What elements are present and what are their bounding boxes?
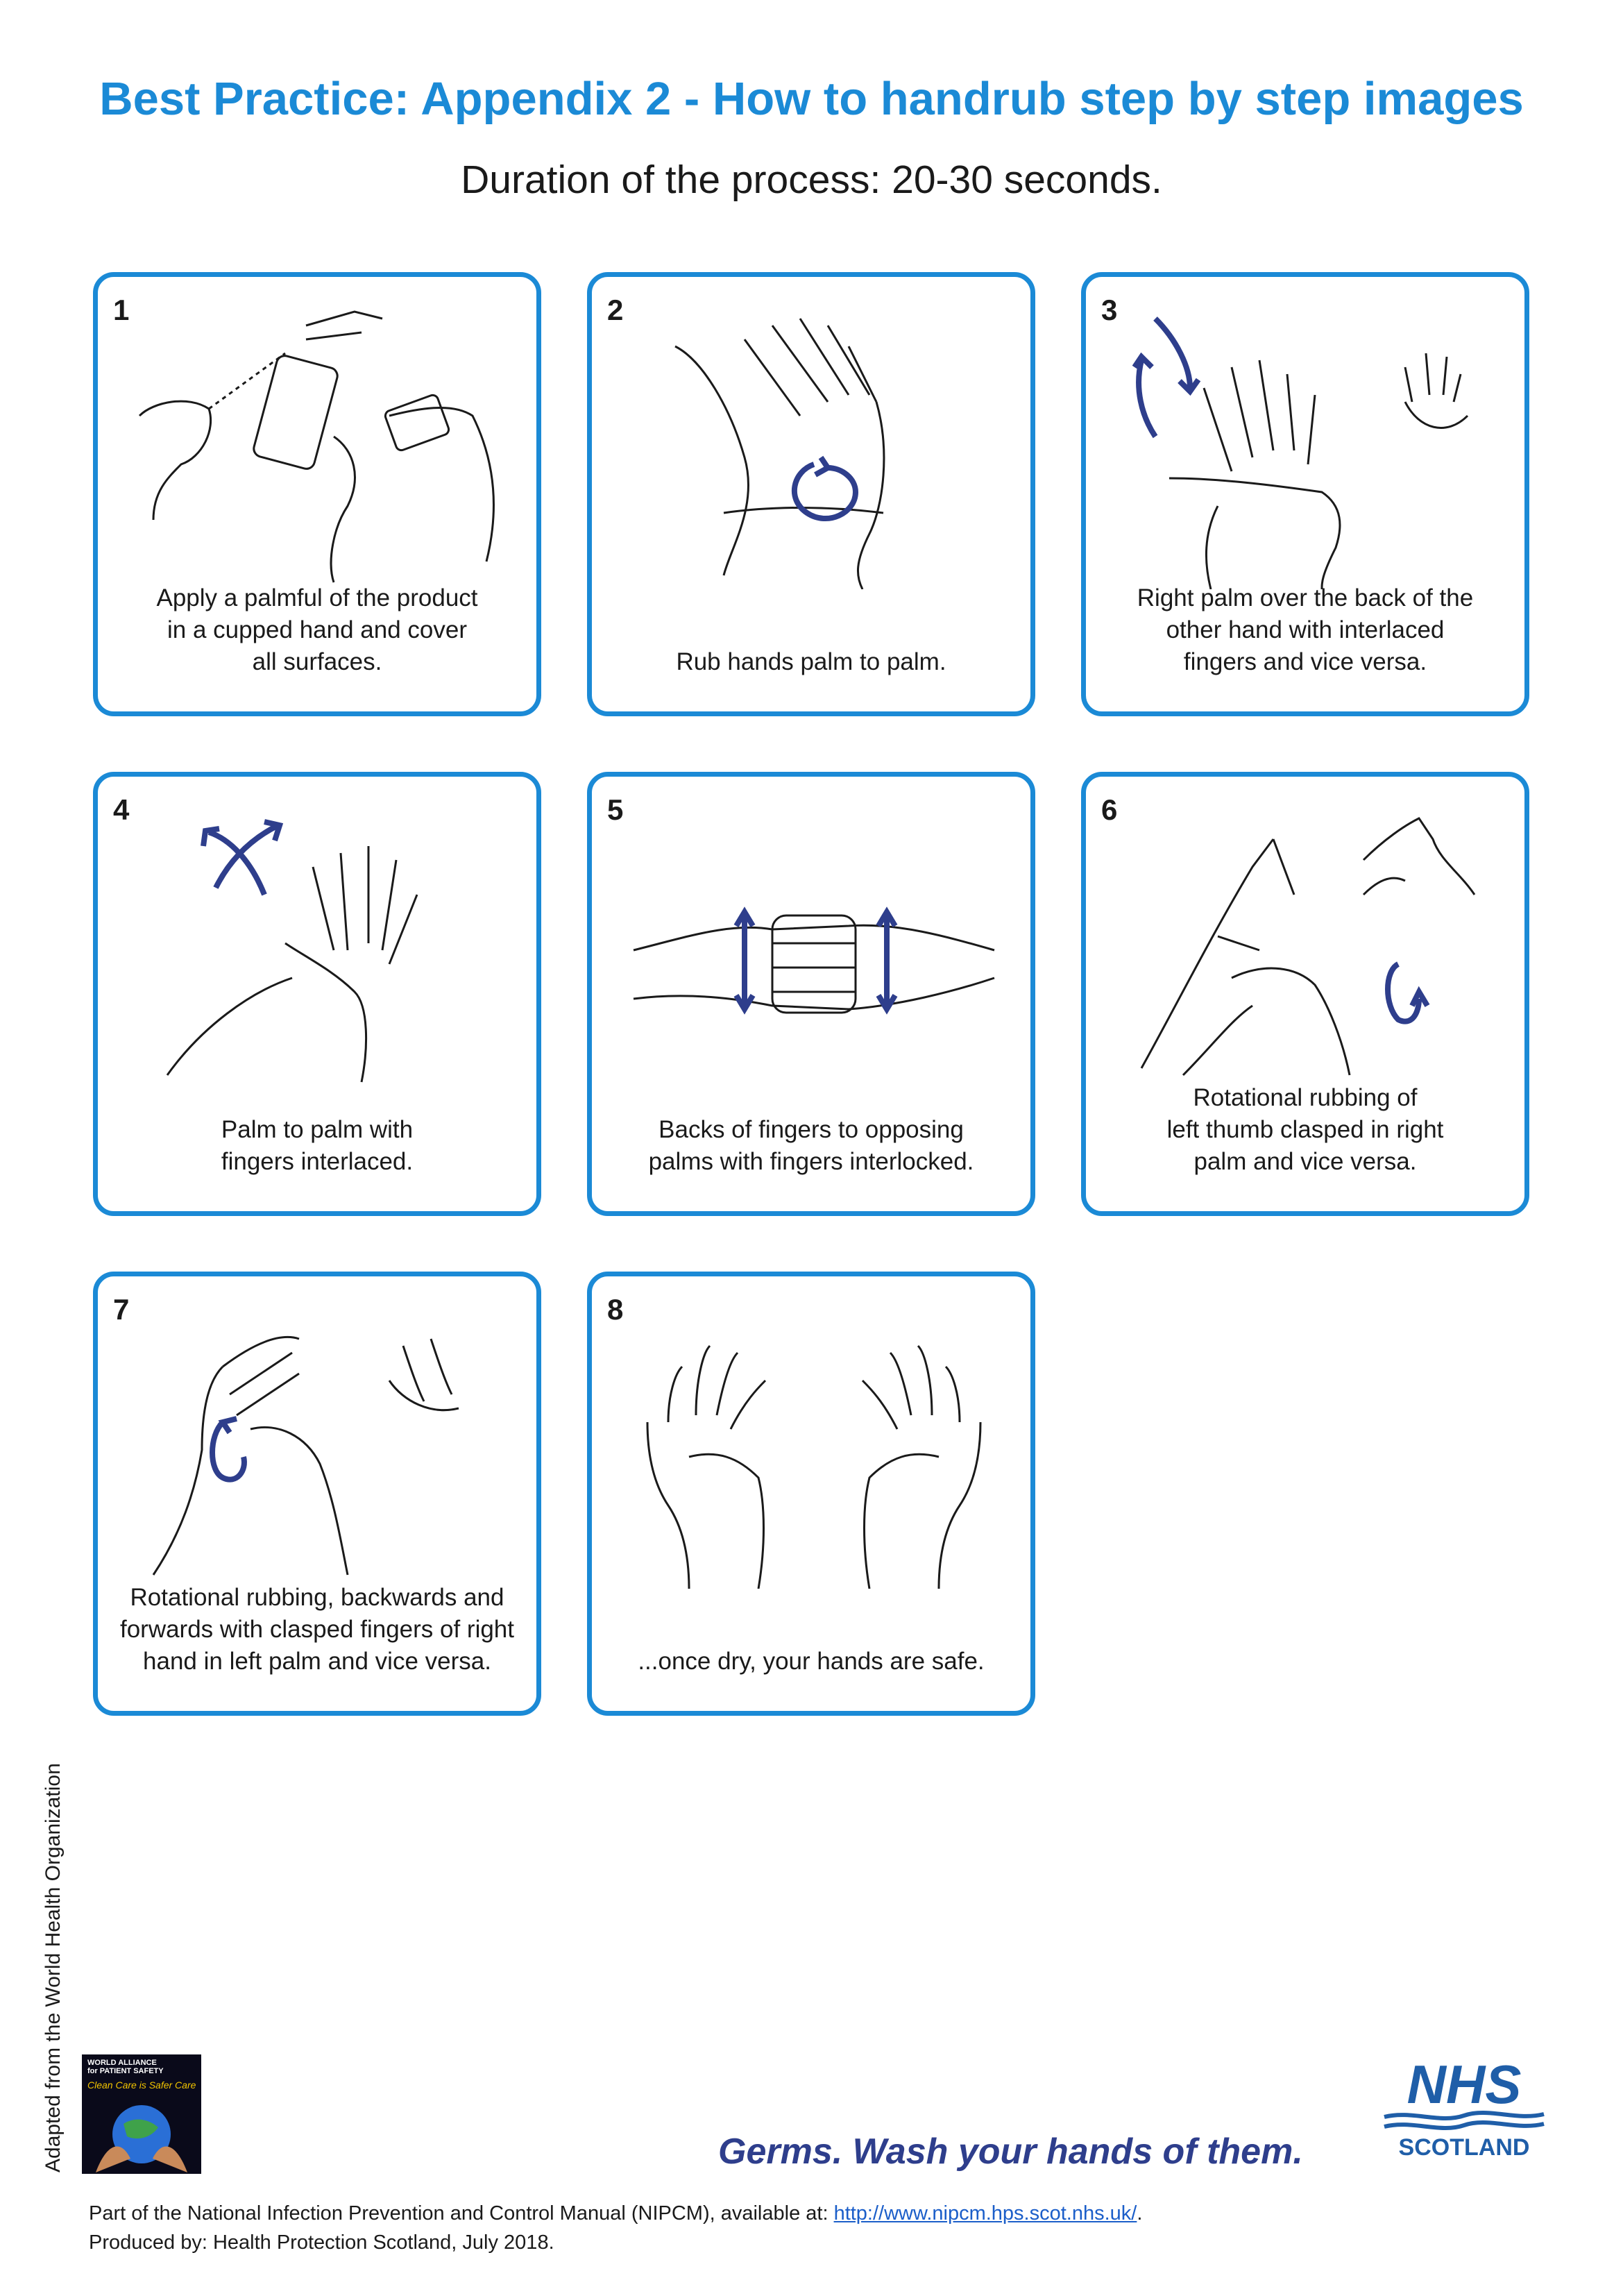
step-card-1 — [93, 272, 541, 716]
step-number: 5 — [607, 793, 624, 826]
step-number: 2 — [607, 294, 624, 326]
step-caption: ...once dry, your hands are safe. — [638, 1648, 985, 1675]
step-card-7 — [93, 1272, 541, 1716]
step-caption: Rub hands palm to palm. — [676, 648, 946, 675]
page-title: Best Practice: Appendix 2 - How to handrub step by step images — [99, 73, 1524, 125]
who-credit: Adapted from the World Health Organization — [42, 1763, 65, 2172]
step-caption: Right palm over the back of the other hand with interlaced fingers and vice versa. — [1137, 584, 1474, 675]
step-card-5 — [587, 772, 1035, 1216]
world-alliance-tagline: Clean Care is Safer Care — [87, 2079, 196, 2091]
step-caption: Backs of fingers to opposing palms with fingers interlocked. — [648, 1116, 974, 1175]
step-number: 7 — [113, 1293, 130, 1326]
step-number: 8 — [607, 1293, 624, 1326]
step-caption: Rotational rubbing, backwards and forwards with clasped fingers of right hand in left palm and vice versa. — [119, 1584, 515, 1675]
palm-over-back-icon — [1114, 298, 1502, 589]
footer — [89, 2199, 1142, 2257]
thumb-rubbing-icon — [1114, 797, 1502, 1089]
footer-line-2: Produced by: Health Protection Scotland, July 2018. — [89, 2231, 554, 2254]
world-alliance-subtitle: for PATIENT SAFETY — [87, 2067, 164, 2075]
svg-text:SCOTLAND: SCOTLAND — [1398, 2134, 1530, 2161]
fingertips-rubbing-icon — [126, 1297, 514, 1589]
step-number: 3 — [1101, 294, 1118, 326]
germs-slogan: Germs. Wash your hands of them. — [718, 2132, 1303, 2172]
footer-line-1 — [89, 2199, 1142, 2228]
world-alliance-title: WORLD ALLIANCE — [87, 2059, 157, 2067]
step-caption: Rotational rubbing of left thumb clasped in right palm and vice versa. — [1166, 1084, 1444, 1175]
globe-in-hands-icon — [82, 2054, 201, 2174]
step-card-3 — [1081, 272, 1529, 716]
step-card-6 — [1081, 772, 1529, 1216]
dispenser-hands-icon — [126, 298, 514, 589]
nipcm-link[interactable]: http://www.nipcm.hps.scot.nhs.uk/ — [833, 2202, 1137, 2225]
svg-text:NHS: NHS — [1407, 2054, 1522, 2115]
step-number: 1 — [113, 294, 130, 326]
world-alliance-logo — [82, 2054, 201, 2174]
footer-source-text: Part of the National Infection Prevention and Control Manual (NIPCM), available at: — [89, 2202, 834, 2225]
step-card-2 — [587, 272, 1035, 716]
nhs-scotland-logo — [1377, 2054, 1551, 2166]
step-number: 6 — [1101, 793, 1118, 826]
nhs-scotland-logo-graphic — [1377, 2054, 1551, 2166]
fingers-interlocked-icon — [620, 797, 1008, 1089]
step-caption: Apply a palmful of the product in a cupped hand and cover all surfaces. — [156, 584, 478, 675]
step-number: 4 — [113, 793, 130, 826]
step-card-8 — [587, 1272, 1035, 1716]
footer-period: . — [1137, 2202, 1143, 2225]
step-caption: Palm to palm with fingers interlaced. — [221, 1116, 414, 1175]
dry-hands-icon — [620, 1297, 1008, 1589]
fingers-interlaced-icon — [126, 797, 514, 1089]
palm-to-palm-icon — [620, 298, 1008, 589]
duration-subtitle: Duration of the process: 20-30 seconds. — [461, 158, 1162, 202]
step-card-4 — [93, 772, 541, 1216]
